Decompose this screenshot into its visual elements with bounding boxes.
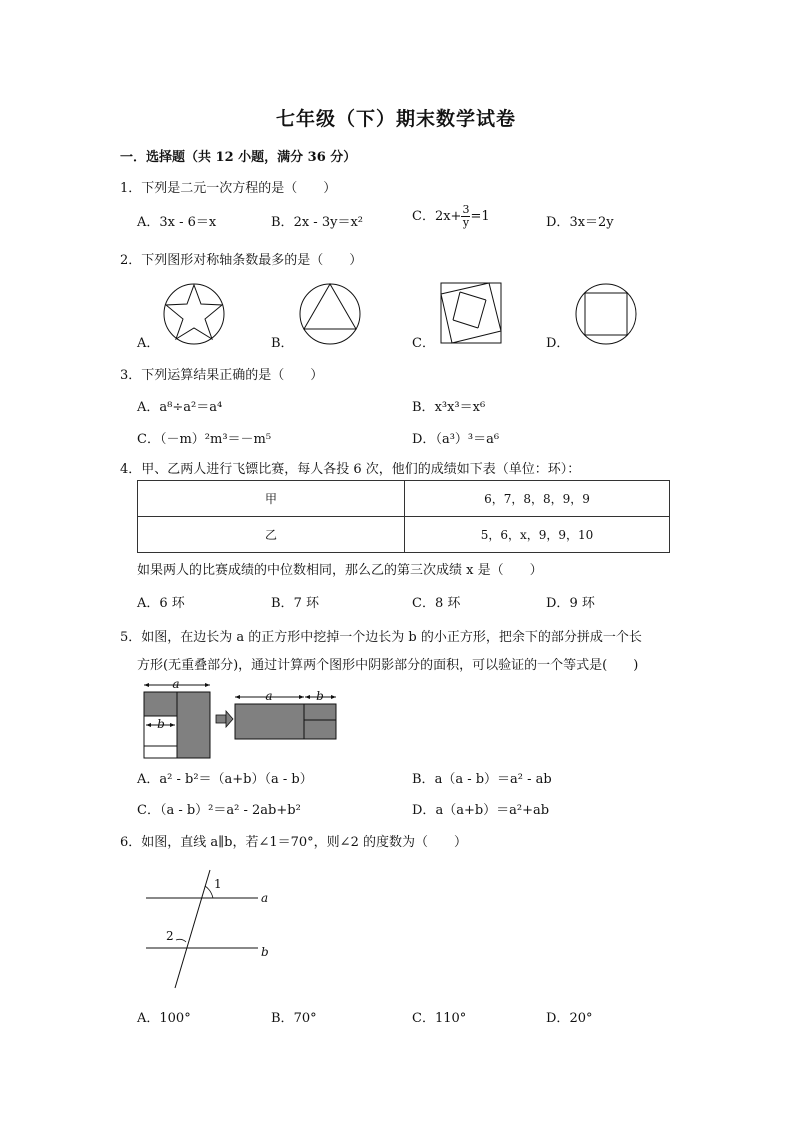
option-label: D． <box>412 432 436 447</box>
q3-option-b[interactable] <box>412 396 485 415</box>
option-label: A． <box>137 215 160 230</box>
q6-option-d[interactable] <box>546 1007 592 1026</box>
q6-option-a[interactable] <box>137 1007 191 1026</box>
option-label: C． <box>412 209 435 224</box>
question-3-stem: 3．下列运算结果正确的是（ ） <box>120 368 324 383</box>
q5-option-d[interactable] <box>412 799 549 818</box>
option-label: B． <box>412 400 435 415</box>
q1-option-d[interactable] <box>546 211 614 230</box>
q5-option-a[interactable] <box>137 768 313 787</box>
option-label: D． <box>412 803 436 818</box>
q1-option-c[interactable] <box>412 204 490 229</box>
question-4-stem: 4．甲、乙两人进行飞镖比赛，每人各投 6 次，他们的成绩如下表（单位：环）： <box>120 462 581 477</box>
parallel-lines-figure <box>138 868 288 992</box>
option-text: x³x³＝x⁶ <box>434 400 486 415</box>
table-cell-scores: 6，7，8，8，9，9 <box>405 481 670 517</box>
option-text: 20° <box>569 1011 593 1026</box>
question-1-stem: 1．下列是二元一次方程的是（ ） <box>120 181 337 196</box>
q1-option-a[interactable] <box>137 211 216 230</box>
q2-option-b[interactable]: B． <box>271 336 294 351</box>
q2-option-d[interactable]: D． <box>546 336 570 351</box>
option-text: a（a+b）＝a²+ab <box>435 803 550 818</box>
option-text: 7 环 <box>293 596 319 611</box>
option-label: A． <box>137 772 160 787</box>
option-label: C． <box>137 803 160 818</box>
question-2-stem: 2．下列图形对称轴条数最多的是（ ） <box>120 253 363 268</box>
question-5-stem-line1: 5．如图，在边长为 a 的正方形中挖掉一个边长为 b 的小正方形，把余下的部分拼成一个长 <box>120 630 642 645</box>
triangle-in-circle-icon <box>298 282 362 346</box>
line-b-label: b <box>261 945 269 959</box>
q6-option-b[interactable] <box>271 1007 317 1026</box>
angle-1-label: 1 <box>214 877 222 891</box>
q4-option-a[interactable] <box>137 592 185 611</box>
q3-option-a[interactable] <box>137 396 222 415</box>
option-expr-prefix: 2x+ <box>434 209 462 224</box>
option-text: 2x - 3y＝x² <box>293 215 363 230</box>
option-text: 9 环 <box>569 596 595 611</box>
table-row <box>138 481 670 517</box>
angle-2-label: 2 <box>166 929 174 943</box>
q6-option-c[interactable] <box>412 1007 466 1026</box>
option-text: （a - b）²＝a² - 2ab+b² <box>159 803 301 818</box>
q5-option-c[interactable] <box>137 799 301 818</box>
option-text: （a³）³＝a⁶ <box>435 432 500 447</box>
table-row <box>138 517 670 553</box>
option-label: A． <box>137 400 160 415</box>
option-label: A． <box>137 1011 160 1026</box>
star-in-circle-icon <box>162 282 226 346</box>
table-cell-name: 乙 <box>138 517 405 553</box>
option-label: C． <box>137 432 160 447</box>
q4-option-c[interactable] <box>412 592 460 611</box>
option-text: 6 环 <box>159 596 185 611</box>
section-heading: 一．选择题（共 12 小题，满分 36 分） <box>120 150 357 165</box>
square-in-circle-icon <box>574 282 638 346</box>
scores-table <box>137 480 670 553</box>
option-text: 3x - 6＝x <box>159 215 217 230</box>
option-text: 8 环 <box>434 596 461 611</box>
fig-label-a: a <box>172 677 180 691</box>
q5-option-b[interactable] <box>412 768 552 787</box>
pinwheel-square-icon <box>440 282 502 344</box>
option-label: D． <box>546 1011 570 1026</box>
q1-option-b[interactable] <box>271 211 363 230</box>
q4-option-b[interactable] <box>271 592 319 611</box>
option-label: B． <box>271 215 294 230</box>
option-label: D． <box>546 596 570 611</box>
option-text: 110° <box>434 1011 467 1026</box>
option-expr-suffix: =1 <box>470 209 490 224</box>
option-text: a（a - b）＝a² - ab <box>434 772 552 787</box>
line-a-label: a <box>261 891 269 905</box>
option-label: B． <box>271 1011 294 1026</box>
option-label: C． <box>412 596 435 611</box>
square-rectangle-figure <box>136 676 346 760</box>
fig-label-b: b <box>157 717 165 731</box>
fig-label-a: a <box>265 689 273 703</box>
option-text: 3x＝2y <box>569 215 614 230</box>
fraction-denominator: y <box>462 216 470 229</box>
fig-label-b: b <box>316 689 324 703</box>
q3-option-c[interactable] <box>137 428 271 447</box>
option-label: C． <box>412 1011 435 1026</box>
option-text: a² - b²＝（a+b）（a - b） <box>159 772 313 787</box>
option-label: B． <box>271 596 294 611</box>
q2-option-c[interactable]: C． <box>412 336 435 351</box>
q4-option-d[interactable] <box>546 592 595 611</box>
option-text: 70° <box>293 1011 317 1026</box>
table-cell-scores: 5，6，x，9，9，10 <box>405 517 670 553</box>
fraction-numerator: 3 <box>462 203 470 216</box>
q2-option-a[interactable]: A． <box>137 336 160 351</box>
question-4-followup: 如果两人的比赛成绩的中位数相同，那么乙的第三次成绩 x 是（ ） <box>137 563 543 578</box>
question-6-stem: 6．如图，直线 a∥b，若∠1＝70°，则∠2 的度数为（ ） <box>120 835 467 850</box>
option-label: D． <box>546 215 570 230</box>
question-5-stem-line2: 方形(无重叠部分)，通过计算两个图形中阴影部分的面积，可以验证的一个等式是( ) <box>137 658 639 673</box>
q3-option-d[interactable] <box>412 428 499 447</box>
table-cell-name: 甲 <box>138 481 405 517</box>
option-label: B． <box>412 772 435 787</box>
option-text: 100° <box>159 1011 191 1026</box>
option-label: A． <box>137 596 160 611</box>
option-text: a⁸÷a²＝a⁴ <box>159 400 223 415</box>
option-text: （－m）²m³＝－m⁵ <box>159 432 272 447</box>
page-title: 七年级（下）期末数学试卷 <box>276 108 517 130</box>
